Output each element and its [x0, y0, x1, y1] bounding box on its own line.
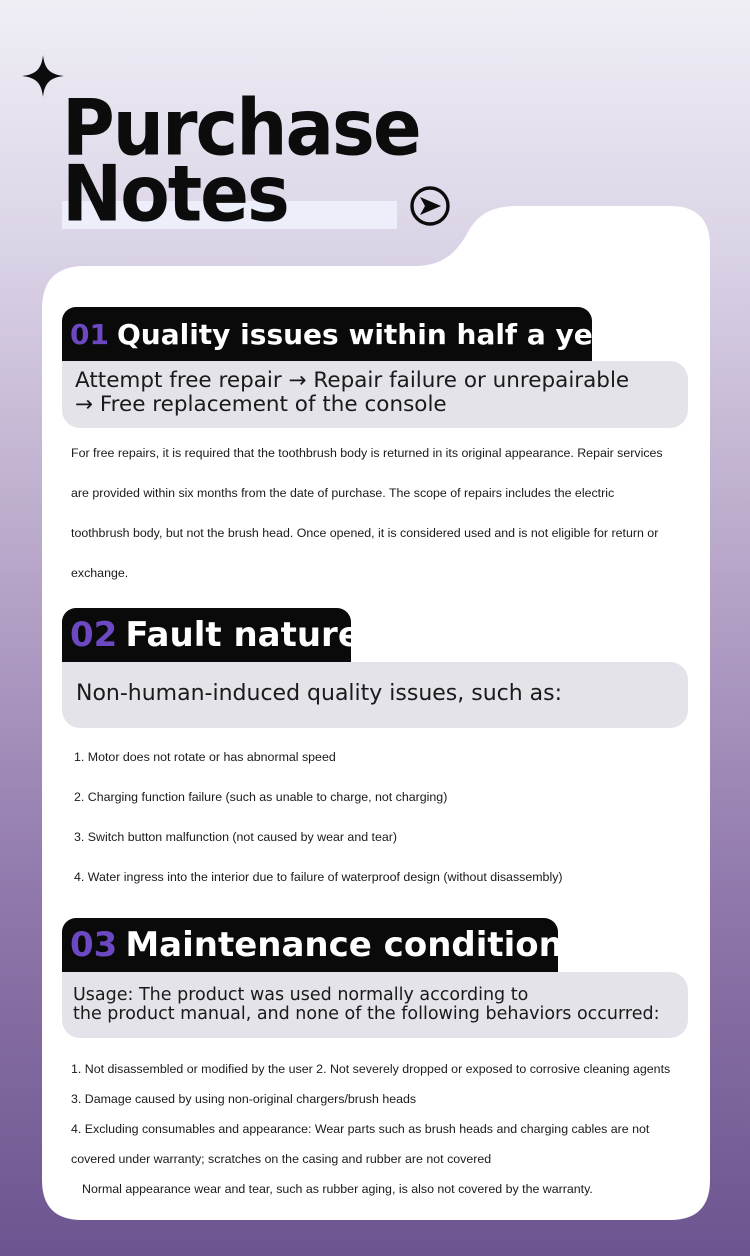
section-2-title: Fault nature: [125, 615, 361, 655]
section-3-item-1: 1. Not disassembled or modified by the user 2. Not severely dropped or exposed to corrosive cleaning agents: [71, 1062, 671, 1076]
section-1-body-line-3: toothbrush body, but not the brush head. Once opened, it is considered used and is not eligible for return or: [71, 526, 659, 540]
section-3-heading: [62, 918, 584, 972]
section-3-item-2: 3. Damage caused by using non-original chargers/brush heads: [71, 1092, 417, 1106]
section-1-body-line-4: exchange.: [71, 566, 129, 580]
title-line-1: Purchase: [62, 82, 420, 173]
section-2-item-3: 3. Switch button malfunction (not caused by wear and tear): [74, 830, 398, 844]
section-2-item-2: 2. Charging function failure (such as unable to charge, not charging): [74, 790, 448, 804]
section-2-item-1: 1. Motor does not rotate or has abnormal speed: [74, 750, 336, 764]
section-3-item-4: covered under warranty; scratches on the casing and rubber are not covered: [71, 1152, 492, 1166]
section-1-number: 01: [70, 317, 109, 351]
title-line-2: Notes: [62, 148, 288, 239]
section-2-heading: [62, 608, 361, 662]
section-1-title: Quality issues within half a year: [116, 317, 626, 351]
section-3-number: 03: [70, 925, 118, 965]
section-1-body-line-1: For free repairs, it is required that the toothbrush body is returned in its original appearance. Repair services: [71, 446, 663, 460]
section-3-summary: [62, 972, 688, 1038]
section-1-summary: [62, 361, 688, 428]
section-3-title: Maintenance conditions: [125, 925, 584, 965]
section-1-summary-line-2: → Free replacement of the console: [75, 392, 447, 417]
section-2-summary: [62, 662, 688, 728]
section-3-item-5: Normal appearance wear and tear, such as rubber aging, is also not covered by the warranty.: [82, 1182, 593, 1196]
section-1-body-line-2: are provided within six months from the date of purchase. The scope of repairs includes the electric: [71, 486, 615, 500]
section-2-summary-text: Non-human-induced quality issues, such as:: [76, 681, 563, 706]
section-3-summary-line-1: Usage: The product was used normally according to: [73, 985, 529, 1005]
section-3-summary-line-2: the product manual, and none of the following behaviors occurred:: [73, 1004, 660, 1024]
section-3-item-3: 4. Excluding consumables and appearance: Wear parts such as brush heads and charging cables are not: [71, 1122, 650, 1136]
section-2-number: 02: [70, 615, 118, 655]
section-1-summary-line-1: Attempt free repair → Repair failure or unrepairable: [75, 368, 630, 393]
section-1-heading: [62, 307, 626, 361]
section-2-item-4: 4. Water ingress into the interior due to failure of waterproof design (without disassembly): [74, 870, 563, 884]
